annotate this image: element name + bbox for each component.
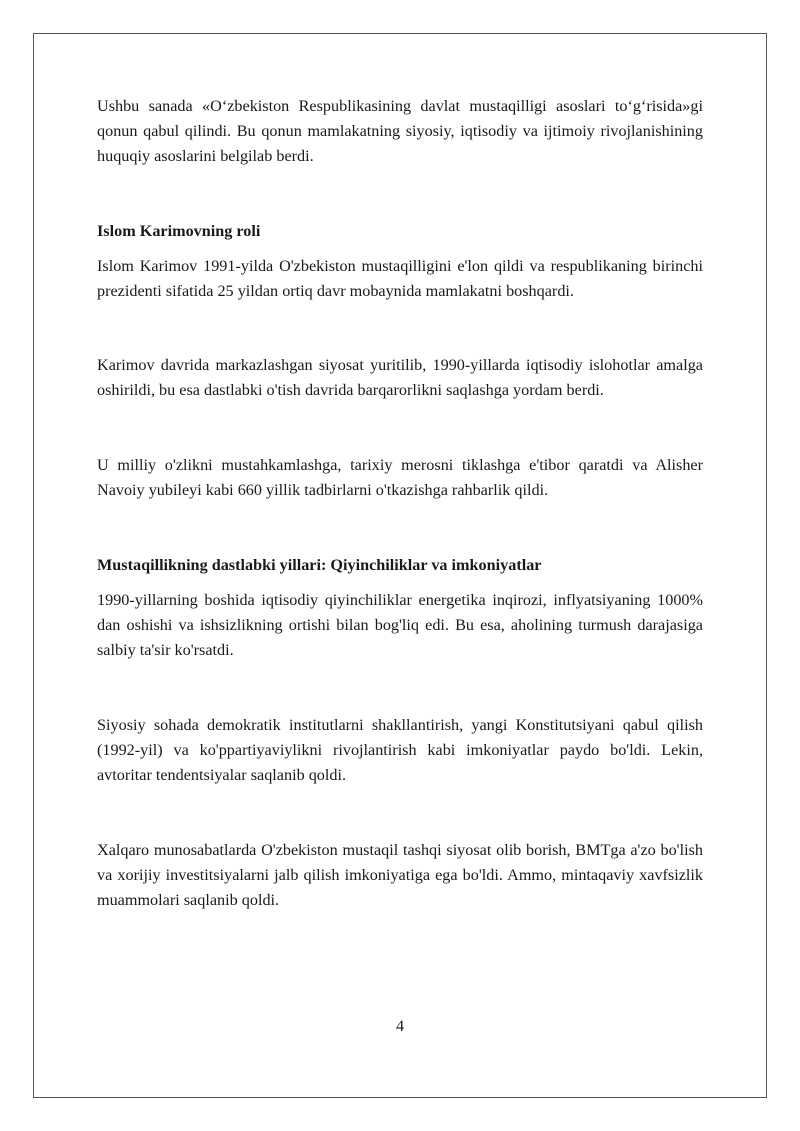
paragraph-law-adoption: Ushbu sanada «O‘zbekiston Respublikasining davlat mustaqilligi asoslari to‘g‘risida»gi qonun qabul qilindi. Bu qonun mamlakatning siyosiy, iqtisodiy va ijtimoiy rivojlanishining huquqiy asoslarini belgilab berdi. <box>97 97 703 165</box>
paragraph-international-relations: Xalqaro munosabatlarda O'zbekiston mustaqil tashqi siyosat olib borish, BMTga a'zo bo'lish va xorijiy investitsiyalarni jalb qilish imkoniyatiga ega bo'ldi. Ammo, mintaqaviy xavfsizlik muammolari saqlanib qoldi. <box>97 841 703 909</box>
paragraph-national-identity: U milliy o'zlikni mustahkamlashga, tarixiy merosni tiklashga e'tibor qaratdi va Alisher Navoiy yubileyi kabi 660 yillik tadbirlarni o'tkazishga rahbarlik qildi. <box>97 456 703 499</box>
heading-karimov-role: Islom Karimovning roli <box>97 222 261 240</box>
paragraph-economic-difficulties: 1990-yillarning boshida iqtisodiy qiyinchiliklar energetika inqirozi, inflyatsiyaning 1000% dan oshishi va ishsizlikning ortishi bilan bog'liq edi. Bu esa, aholining turmush darajasiga salbiy ta'sir ko'rsatdi. <box>97 591 703 659</box>
heading-early-years: Mustaqillikning dastlabki yillari: Qiyinchiliklar va imkoniyatlar <box>97 556 542 574</box>
paragraph-karimov-president: Islom Karimov 1991-yilda O'zbekiston mustaqilligini e'lon qildi va respublikaning birinchi prezidenti sifatida 25 yildan ortiq davr mobaynida mamlakatni boshqardi. <box>97 257 703 300</box>
paragraph-karimov-reforms: Karimov davrida markazlashgan siyosat yuritilib, 1990-yillarda iqtisodiy islohotlar amalga oshirildi, bu esa dastlabki o'tish davrida barqarorlikni saqlashga yordam berdi. <box>97 356 703 399</box>
paragraph-political-sphere: Siyosiy sohada demokratik institutlarni shakllantirish, yangi Konstitutsiyani qabul qilish (1992-yil) va ko'ppartiyaviylikni rivojlantirish kabi imkoniyatlar paydo bo'ldi. Lekin, avtoritar tendentsiyalar saqlanib qoldi. <box>97 716 703 784</box>
page-content <box>97 94 703 913</box>
page-number: 4 <box>395 1017 405 1035</box>
